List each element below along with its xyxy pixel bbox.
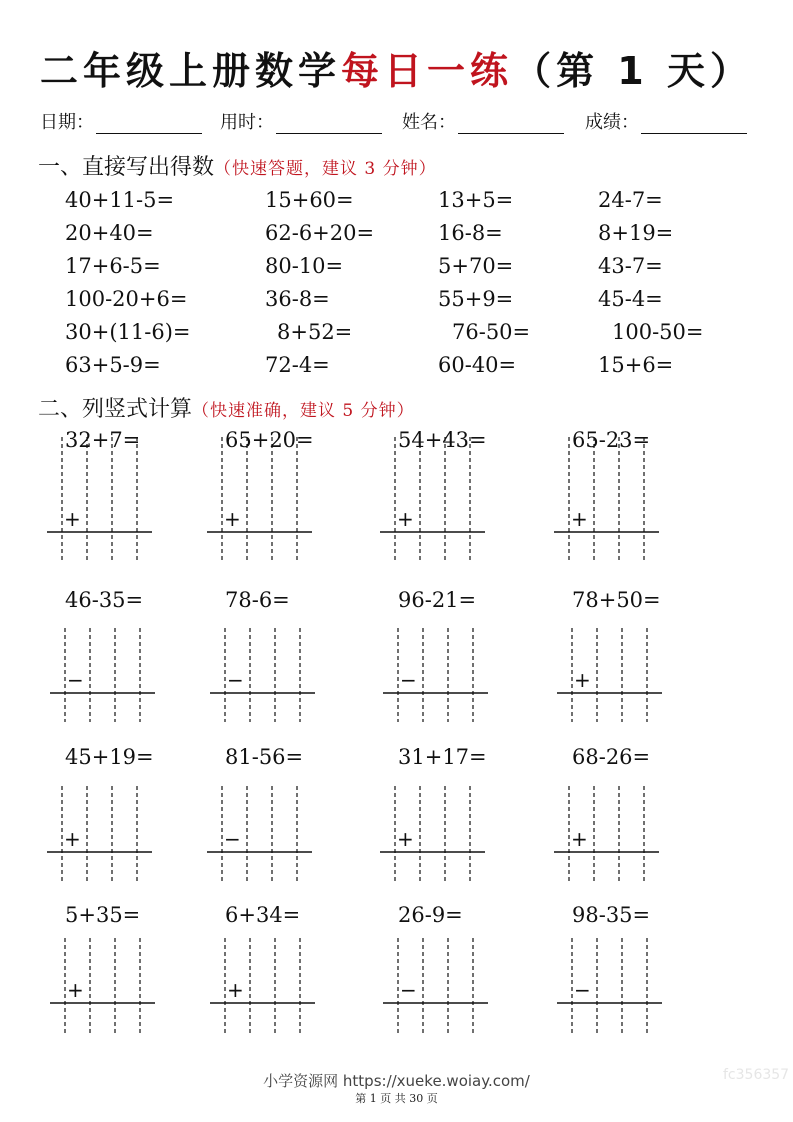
- operator-sign: +: [64, 827, 81, 851]
- footer-site: 小学资源网 https://xueke.woiay.com/: [263, 1072, 530, 1090]
- operator-sign: −: [227, 668, 244, 692]
- watermark: fc356357: [723, 1067, 790, 1083]
- oral-question: 15+60=: [265, 188, 354, 212]
- operator-sign: +: [227, 978, 244, 1002]
- vertical-grid[interactable]: [207, 437, 312, 563]
- name-label: 姓名：: [402, 112, 456, 133]
- oral-question: 13+5=: [438, 188, 514, 212]
- vertical-grid[interactable]: [210, 628, 315, 722]
- score-label: 成绩：: [585, 112, 639, 133]
- oral-question: 55+9=: [438, 287, 514, 311]
- oral-question: 36-8=: [265, 287, 330, 311]
- title-red-part: 每日一练: [341, 49, 514, 93]
- oral-question: 72-4=: [265, 353, 330, 377]
- oral-question: 24-7=: [598, 188, 663, 212]
- vertical-problem: 65+20=: [225, 428, 314, 452]
- vertical-grid[interactable]: [50, 628, 155, 722]
- oral-question: 5+70=: [438, 254, 514, 278]
- vertical-problem: 32+7=: [65, 428, 141, 452]
- vertical-grid[interactable]: [557, 628, 662, 722]
- section1-title: 一、直接写出得数: [38, 155, 215, 180]
- operator-sign: +: [224, 507, 241, 531]
- oral-question: 16-8=: [438, 221, 503, 245]
- section2-note: （快速准确，建议 5 分钟）: [192, 401, 415, 421]
- vertical-grid[interactable]: [554, 786, 659, 882]
- oral-question: 80-10=: [265, 254, 344, 278]
- vertical-problem: 6+34=: [225, 903, 301, 927]
- oral-question: 17+6-5=: [65, 254, 161, 278]
- vertical-grid[interactable]: [380, 786, 485, 882]
- vertical-problem: 81-56=: [225, 745, 304, 769]
- oral-question: 8+19=: [598, 221, 674, 245]
- operator-sign: +: [574, 668, 591, 692]
- vertical-grid[interactable]: [210, 938, 315, 1034]
- vertical-grid[interactable]: [383, 628, 488, 722]
- operator-sign: −: [224, 827, 241, 851]
- vertical-problem: 65-23=: [572, 428, 651, 452]
- vertical-problem: 31+17=: [398, 745, 487, 769]
- operator-sign: −: [574, 978, 591, 1002]
- oral-question: 43-7=: [598, 254, 663, 278]
- vertical-problem: 5+35=: [65, 903, 141, 927]
- vertical-grid[interactable]: [383, 938, 488, 1034]
- operator-sign: +: [67, 978, 84, 1002]
- vertical-grid[interactable]: [47, 437, 152, 563]
- title-black-part: 二年级上册数学: [40, 49, 342, 93]
- footer-page-number: 第 1 页 共 30 页: [355, 1092, 438, 1105]
- title-day-part: （第 1 天）: [513, 49, 753, 93]
- vertical-grid[interactable]: [380, 437, 485, 563]
- oral-question: 30+(11-6)=: [65, 320, 191, 344]
- vertical-problem: 46-35=: [65, 588, 144, 612]
- section1-note: （快速答题，建议 3 分钟）: [214, 159, 437, 179]
- oral-question: 76-50=: [452, 320, 531, 344]
- oral-question: 40+11-5=: [65, 188, 175, 212]
- vertical-grid[interactable]: [554, 437, 659, 563]
- vertical-grid[interactable]: [50, 938, 155, 1034]
- oral-question: 15+6=: [598, 353, 674, 377]
- oral-question: 100-20+6=: [65, 287, 188, 311]
- operator-sign: −: [67, 668, 84, 692]
- operator-sign: +: [397, 507, 414, 531]
- oral-question: 8+52=: [277, 320, 353, 344]
- oral-question: 100-50=: [612, 320, 704, 344]
- oral-question: 63+5-9=: [65, 353, 161, 377]
- oral-question: 20+40=: [65, 221, 154, 245]
- oral-question: 60-40=: [438, 353, 517, 377]
- vertical-problem: 98-35=: [572, 903, 651, 927]
- oral-question: 62-6+20=: [265, 221, 375, 245]
- oral-question: 45-4=: [598, 287, 663, 311]
- vertical-problem: 54+43=: [398, 428, 487, 452]
- section2-title: 二、列竖式计算: [38, 397, 193, 422]
- vertical-problem: 68-26=: [572, 745, 651, 769]
- vertical-grid[interactable]: [207, 786, 312, 882]
- vertical-problem: 45+19=: [65, 745, 154, 769]
- date-label: 日期：: [40, 112, 94, 133]
- vertical-problem: 26-9=: [398, 903, 463, 927]
- vertical-problem: 96-21=: [398, 588, 477, 612]
- vertical-problem: 78+50=: [572, 588, 661, 612]
- vertical-grid[interactable]: [47, 786, 152, 882]
- vertical-grid[interactable]: [557, 938, 662, 1034]
- operator-sign: +: [397, 827, 414, 851]
- operator-sign: −: [400, 978, 417, 1002]
- operator-sign: +: [571, 507, 588, 531]
- operator-sign: −: [400, 668, 417, 692]
- vertical-problem: 78-6=: [225, 588, 290, 612]
- operator-sign: +: [571, 827, 588, 851]
- operator-sign: +: [64, 507, 81, 531]
- time-label: 用时：: [220, 112, 274, 133]
